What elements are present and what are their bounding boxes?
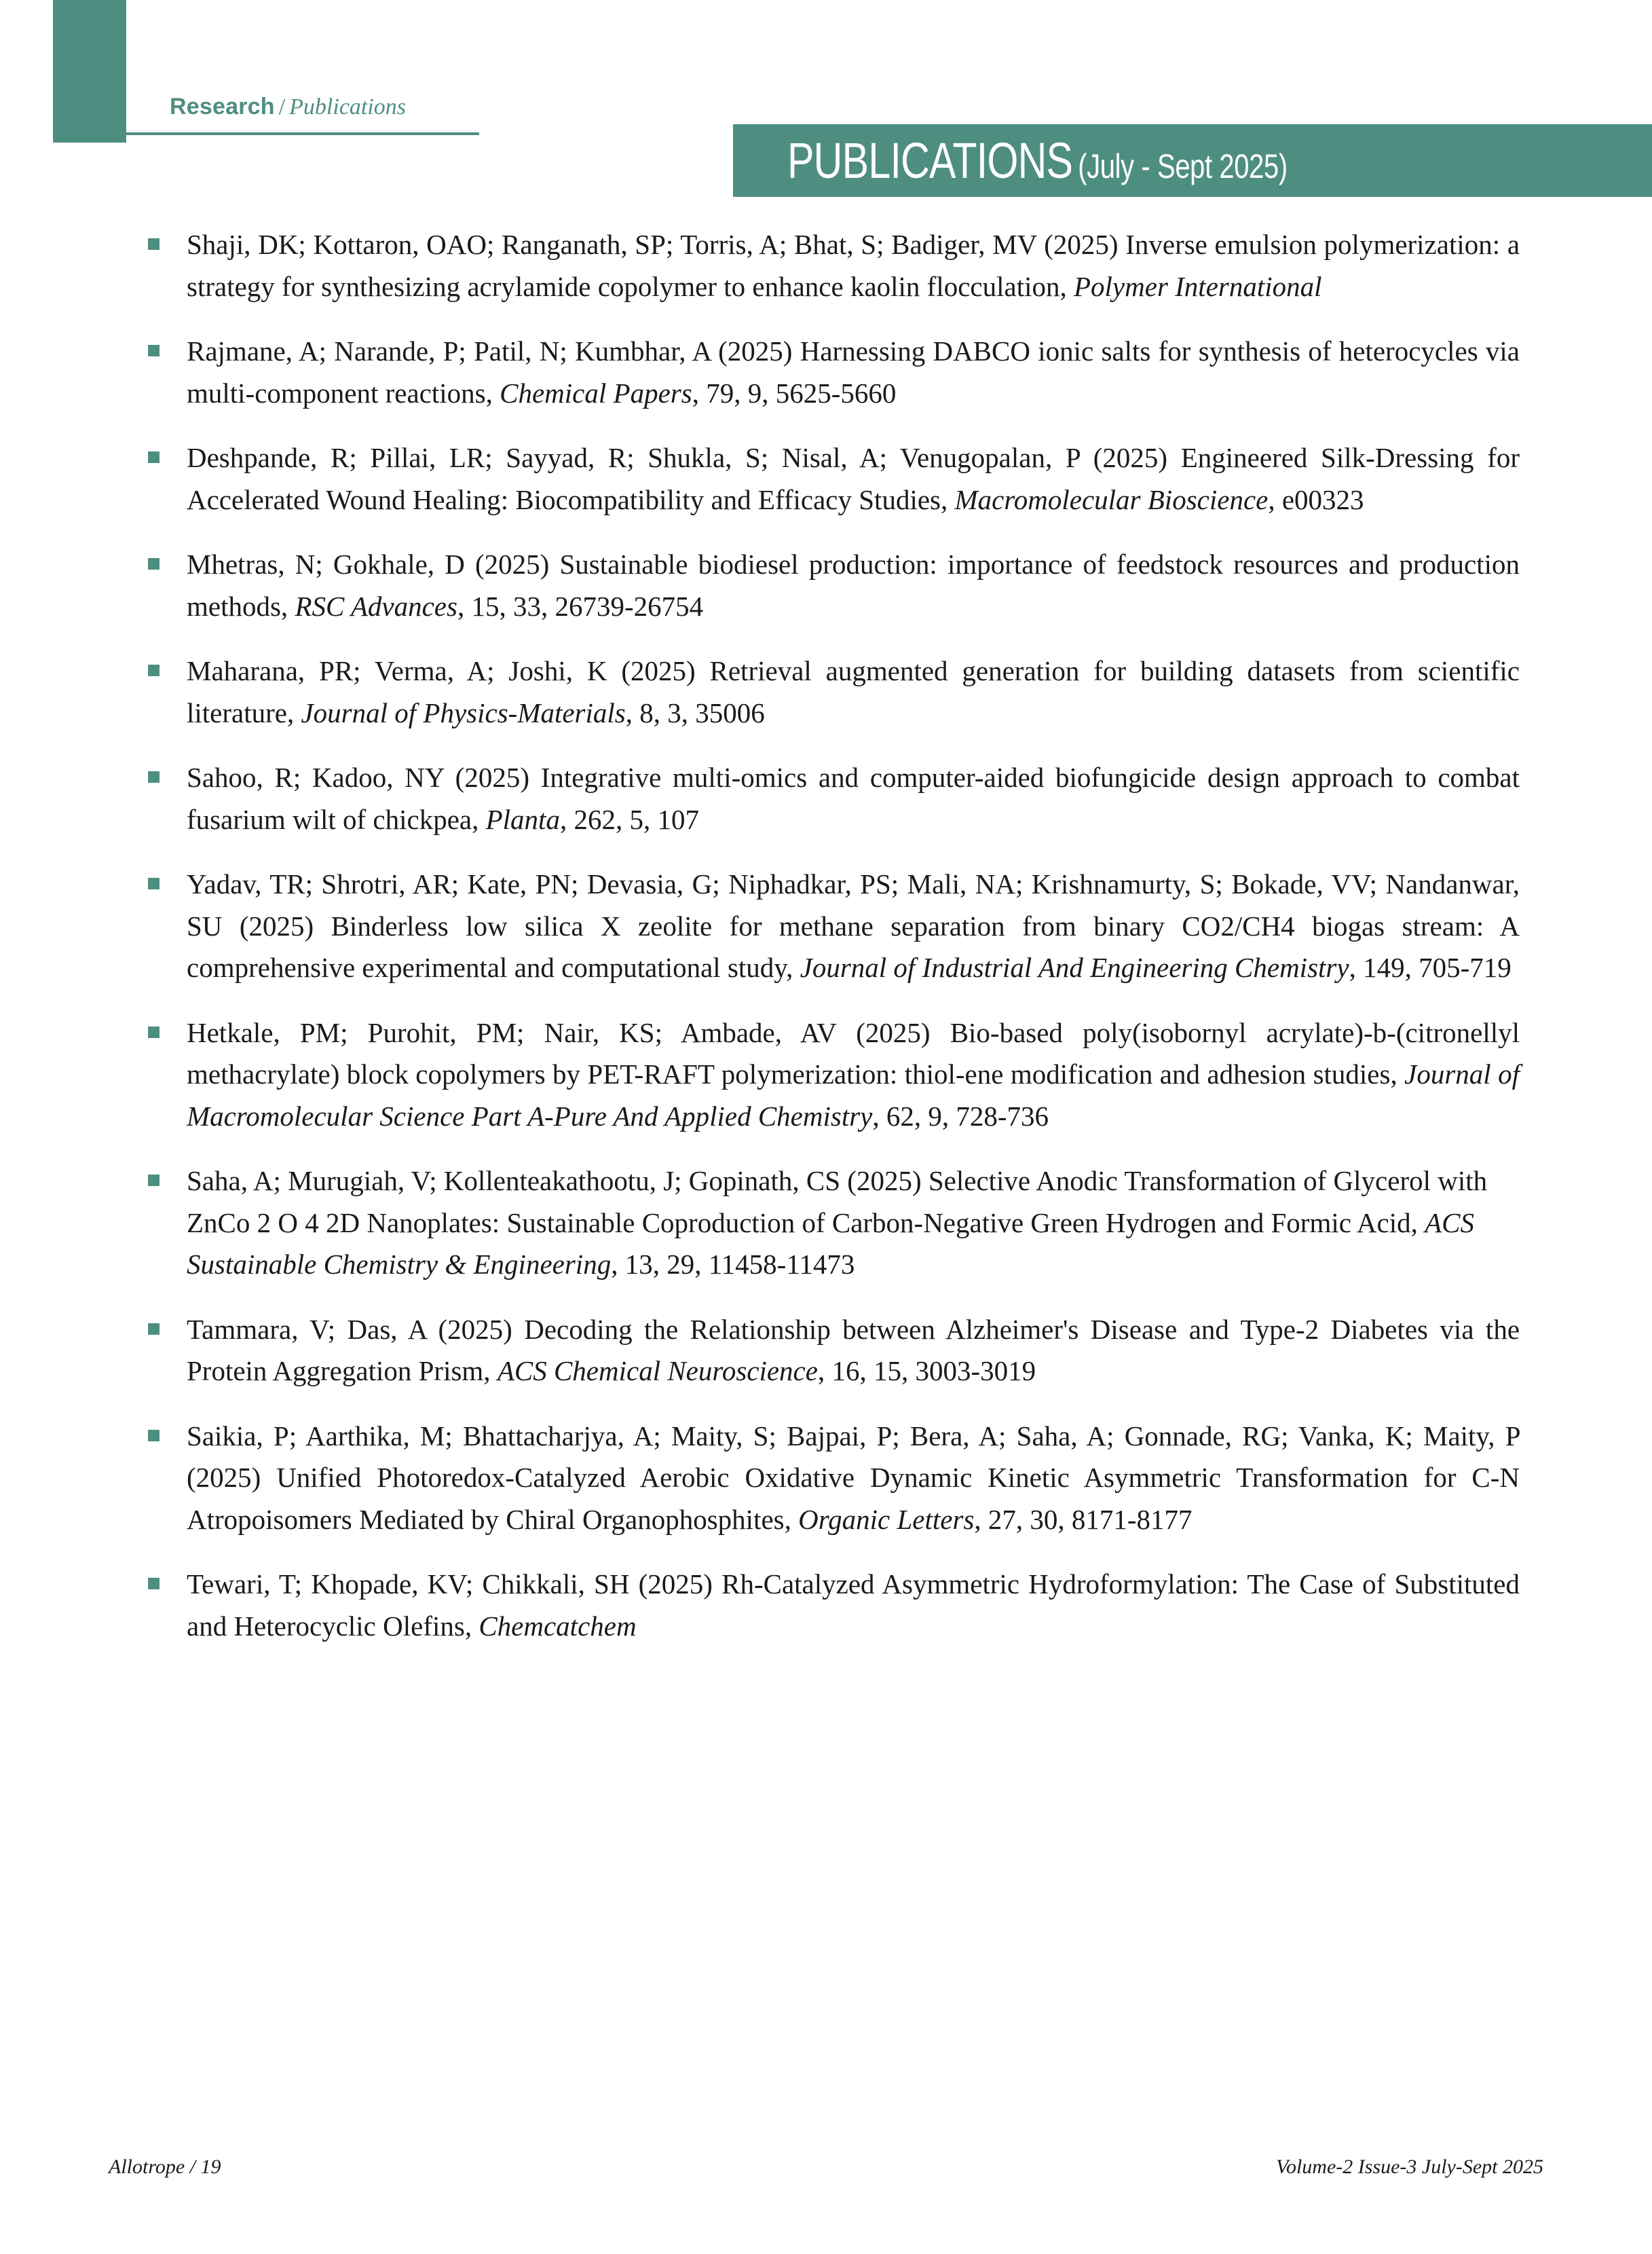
publication-details: , 149, 705-719 [1349,952,1512,983]
footer-page-label: Allotrope / 19 [109,2156,221,2178]
publication-entry [0,437,1652,521]
footer-issue-label: Volume-2 Issue-3 July-Sept 2025 [1275,2156,1543,2178]
publication-journal: ACS Chemical Neuroscience [497,1355,818,1386]
publication-entry [0,1160,1652,1286]
publication-year: (2025) [621,655,696,686]
publication-authors: Maharana, PR; Verma, A; Joshi, K [187,655,607,686]
publication-year: (2025) [187,1462,261,1493]
publication-entry [0,331,1652,414]
publication-title: Rh-Catalyzed Asymmetric Hydroformylation: The Case of Substituted and Heterocyclic Olefins, [187,1568,1520,1642]
bullet-square-icon [148,1430,159,1441]
publication-authors: Sahoo, R; Kadoo, NY [187,762,444,793]
page-title: PUBLICATIONS [787,132,1073,189]
publication-title: Integrative multi-omics and computer-aided biofungicide design approach to combat fusarium wilt of chickpea, [187,762,1520,835]
publication-title: Unified Photoredox-Catalyzed Aerobic Oxidative Dynamic Kinetic Asymmetric Transformation for C-N Atropoisomers Mediated by Chiral Organophosphites, [187,1462,1520,1535]
breadcrumb-separator: / [278,94,286,119]
publication-title: Decoding the Relationship between Alzheimer's Disease and Type-2 Diabetes via the Protein Aggregation Prism, [187,1313,1520,1386]
breadcrumb-section: Research [170,94,275,119]
publication-title: Binderless low silica X zeolite for methane separation from binary CO2/CH4 biogas stream: A comprehensive experimental and computational study, [187,910,1520,983]
publication-title: Harnessing DABCO ionic salts for synthesis of heterocycles via multi-component reactions, [187,335,1520,409]
publication-details: , 16, 15, 3003-3019 [817,1355,1036,1386]
publication-entry [0,224,1652,308]
publication-year: (2025) [474,549,550,580]
bullet-square-icon [148,771,159,783]
publication-details: , 13, 29, 11458-11473 [611,1249,855,1280]
publication-entry [0,757,1652,840]
publication-journal: Macromolecular Bioscience [954,483,1269,515]
bullet-square-icon [148,1175,159,1186]
publication-year: (2025) [638,1568,713,1600]
publication-details: , 79, 9, 5625-5660 [692,377,897,409]
publication-entry [0,544,1652,627]
publication-journal: Journal of Industrial And Engineering Chemistry [800,952,1349,983]
publication-year: (2025) [1093,442,1168,473]
publication-year: (2025) [455,762,529,793]
publication-journal: RSC Advances [295,590,457,622]
bullet-square-icon [148,558,159,570]
publication-details: , 8, 3, 35006 [625,697,765,728]
publication-authors: Yadav, TR; Shrotri, AR; Kate, PN; Devasia, G; Niphadkar, PS; Mali, NA; Krishnamurty, S; Bokade, VV; Nandanwar, SU [187,868,1520,942]
publication-authors: Tewari, T; Khopade, KV; Chikkali, SH [187,1568,630,1600]
publication-year: (2025) [1044,229,1119,260]
publication-journal: Polymer International [1074,270,1322,302]
page-title-banner [733,124,1652,197]
publication-year: (2025) [856,1016,931,1048]
bullet-square-icon [148,345,159,356]
publication-entry [0,864,1652,989]
page-footer [0,2156,1652,2196]
publication-authors: Deshpande, R; Pillai, LR; Sayyad, R; Shukla, S; Nisal, A; Venugopalan, P [187,442,1081,473]
page-title-period: (July - Sept 2025) [1078,147,1288,185]
bullet-square-icon [148,665,159,676]
publication-details: , 15, 33, 26739-26754 [457,590,704,622]
publication-title: Selective Anodic Transformation of Glycerol with ZnCo 2 O 4 2D Nanoplates: Sustainable Coproduction of Carbon-Negative Green Hydrogen and Formic Acid, [187,1165,1488,1238]
publication-title: Engineered Silk-Dressing for Accelerated Wound Healing: Biocompatibility and Efficacy Studies, [187,442,1520,515]
publication-list [0,224,1652,1670]
bullet-square-icon [148,878,159,889]
publication-entry [0,650,1652,734]
publication-year: (2025) [239,910,314,942]
breadcrumb [170,95,406,119]
publication-details: , 62, 9, 728-736 [872,1100,1049,1132]
publication-journal: Chemical Papers [500,377,692,409]
publication-details: , 27, 30, 8171-8177 [974,1503,1193,1535]
page-title-inner [733,132,1288,189]
publication-year: (2025) [718,335,793,367]
publication-authors: Saikia, P; Aarthika, M; Bhattacharjya, A; Maity, S; Bajpai, P; Bera, A; Saha, A; Gonnade, RG; Vanka, K; Maity, P [187,1420,1520,1452]
publication-authors: Hetkale, PM; Purohit, PM; Nair, KS; Ambade, AV [187,1016,837,1048]
page-header [0,0,1652,204]
publication-year: (2025) [438,1313,512,1345]
bullet-square-icon [148,1323,159,1335]
publication-journal: Journal of Macromolecular Science Part A-Pure And Applied Chemistry [187,1058,1520,1132]
publication-journal: Chemcatchem [478,1610,637,1642]
publication-year: (2025) [847,1165,922,1196]
publication-entry [0,1309,1652,1392]
publication-journal: ACS Sustainable Chemistry & Engineering [187,1206,1475,1280]
bullet-square-icon [148,238,159,250]
publication-authors: Mhetras, N; Gokhale, D [187,549,465,580]
publication-details: , 262, 5, 107 [559,803,699,835]
publication-authors: Shaji, DK; Kottaron, OAO; Ranganath, SP; Torris, A; Bhat, S; Badiger, MV [187,229,1037,260]
publication-details: , e00323 [1268,483,1364,515]
publication-authors: Rajmane, A; Narande, P; Patil, N; Kumbhar, A [187,335,711,367]
publication-authors: Tammara, V; Das, A [187,1313,427,1345]
breadcrumb-page: Publications [289,94,407,119]
publication-journal: Planta [485,803,560,835]
publication-title: Inverse emulsion polymerization: a strategy for synthesizing acrylamide copolymer to enhance kaolin flocculation, [187,229,1520,302]
publication-entry [0,1012,1652,1138]
bullet-square-icon [148,1578,159,1589]
publication-title: Retrieval augmented generation for building datasets from scientific literature, [187,655,1520,728]
publication-title: Sustainable biodiesel production: importance of feedstock resources and production methods, [187,549,1520,622]
bullet-square-icon [148,451,159,463]
breadcrumb-underline [126,132,479,135]
header-accent-block [53,0,126,143]
publication-journal: Journal of Physics-Materials [301,697,626,728]
bullet-square-icon [148,1027,159,1038]
publication-entry [0,1416,1652,1541]
publication-title: Bio-based poly(isobornyl acrylate)-b-(citronellyl methacrylate) block copolymers by PET-RAFT polymerization: thiol-ene modification and adhesion studies, [187,1016,1520,1090]
publication-journal: Organic Letters [798,1503,975,1535]
publication-entry [0,1564,1652,1647]
publication-authors: Saha, A; Murugiah, V; Kollenteakathootu, J; Gopinath, CS [187,1165,841,1196]
